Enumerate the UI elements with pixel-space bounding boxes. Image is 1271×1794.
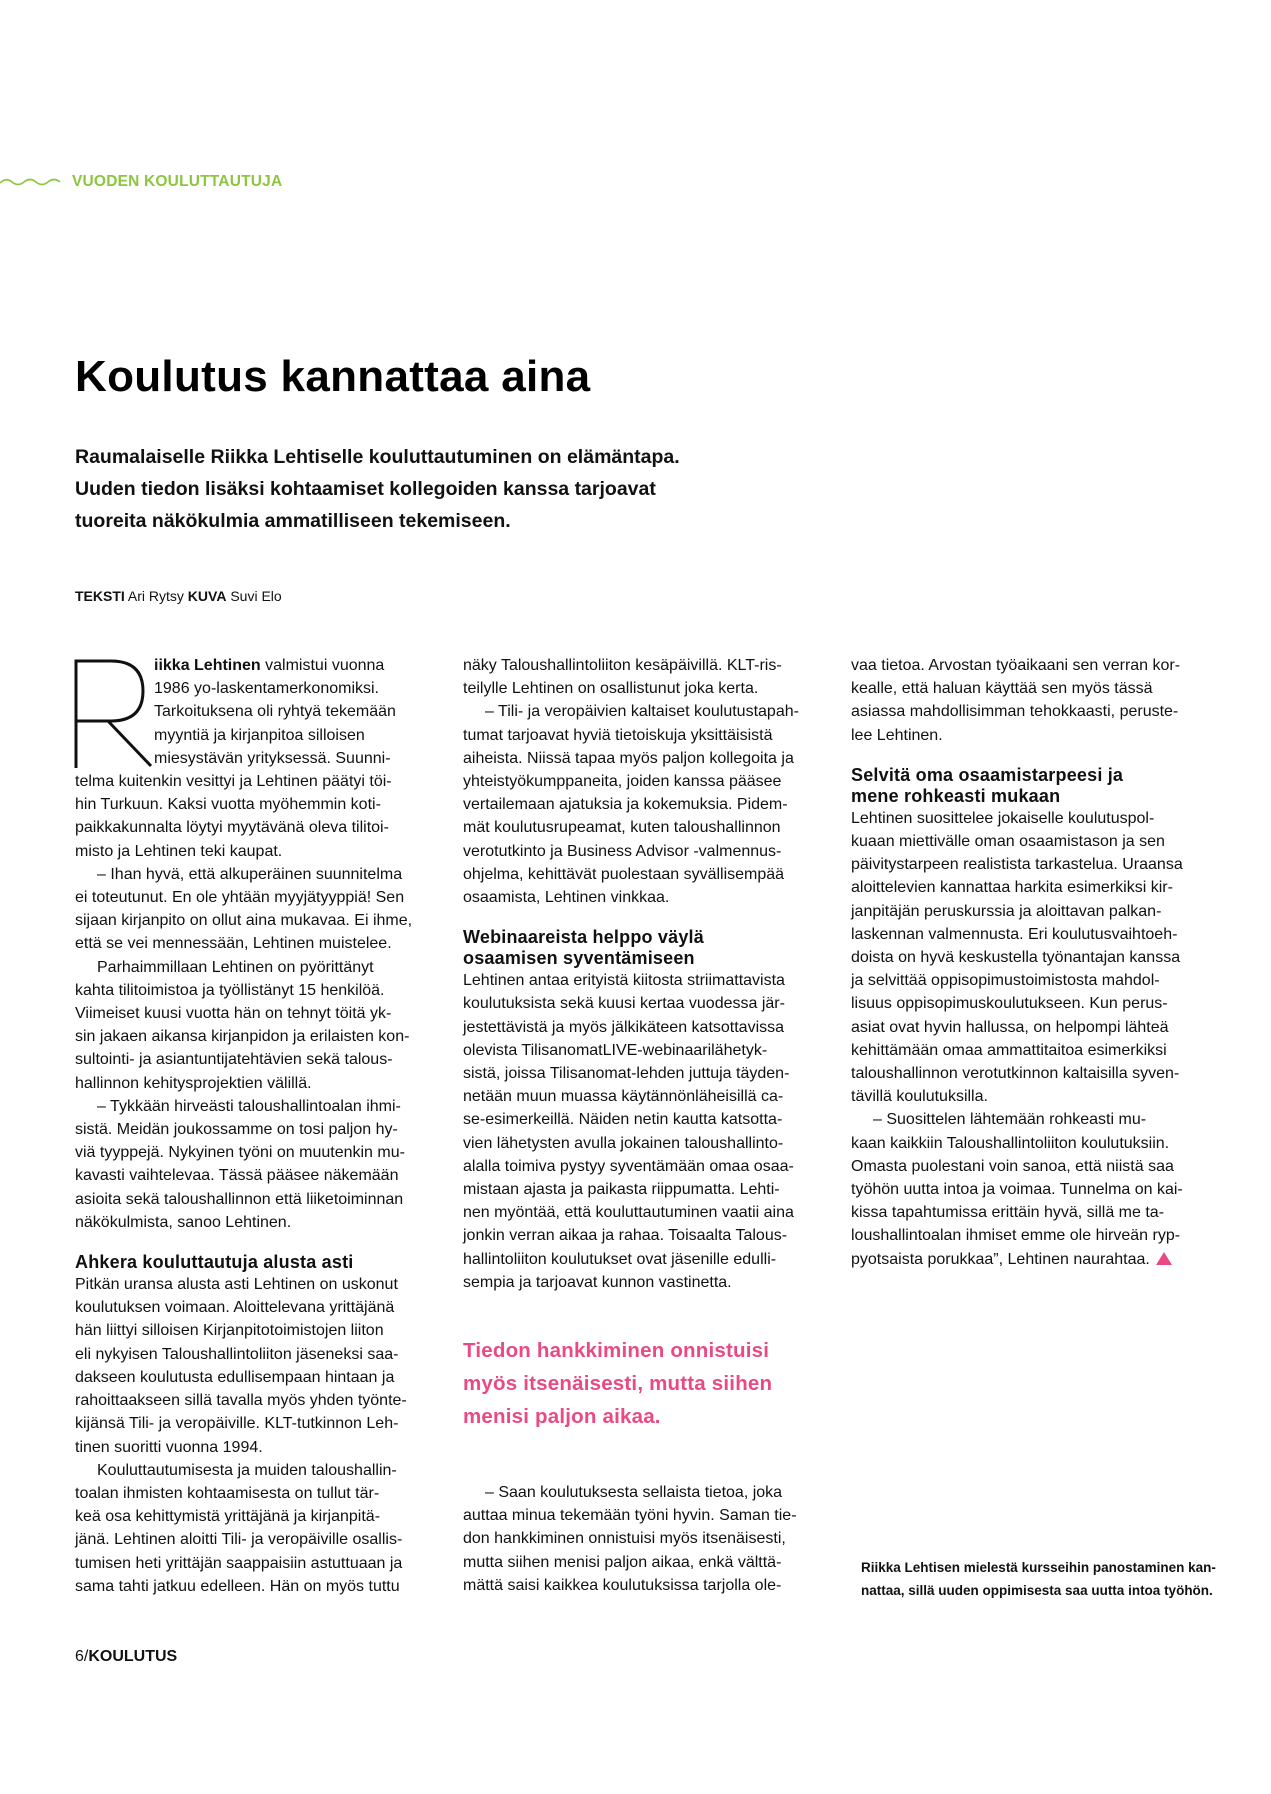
text-line: lee Lehtinen. xyxy=(851,726,943,744)
caption-line: nattaa, sillä uuden oppimisesta saa uutta intoa työhön. xyxy=(861,1583,1213,1598)
article-title: Koulutus kannattaa aina xyxy=(75,352,591,401)
text-line: että se vei mennessään, Lehtinen muistelee. xyxy=(75,935,392,953)
text-line: Tarkoituksena oli ryhtyä tekemään xyxy=(154,703,396,721)
byline-text-author: Ari Rytsy xyxy=(127,588,184,604)
text-line: sin jakaen aikansa kirjanpidon ja erilaisten kon- xyxy=(75,1028,410,1046)
text-line: teilylle Lehtinen on osallistunut joka kerta. xyxy=(463,680,759,698)
text-line: nen myöntää, että kouluttautuminen vaatii aina xyxy=(463,1204,794,1222)
text-line: osaamista, Lehtinen vinkkaa. xyxy=(463,889,670,907)
lead-line: Raumalaiselle Riikka Lehtiselle kouluttautuminen on elämäntapa. xyxy=(75,446,680,468)
text-line: verotutkinto ja Business Advisor -valmennus- xyxy=(463,842,782,860)
text-line: kaan kaikkiin Taloushallintoliiton koulutuksiin. xyxy=(851,1134,1170,1152)
text-line: kuaan miettivälle oman osaamistason ja sen xyxy=(851,833,1165,851)
column-3 xyxy=(851,654,1221,1271)
text-line: – Suosittelen lähtemään rohkeasti mu- xyxy=(873,1111,1147,1129)
text-line: kehittämään omaa ammattitaitoa esimerkiksi xyxy=(851,1041,1167,1059)
subheading-text: Ahkera kouluttautuja alusta asti xyxy=(75,1252,354,1273)
text-line: ei toteutunut. En ole yhtään myyjätyyppiä! Sen xyxy=(75,889,405,907)
text-line: ja selvittää oppisopimustoimistosta mahdol- xyxy=(851,972,1160,990)
text-line: laskennan valmennusta. Eri koulutusvaihtoeh- xyxy=(851,925,1178,943)
subheading xyxy=(851,765,1221,807)
text-line: mutta siihen menisi paljon aikaa, enkä välttä- xyxy=(463,1553,782,1571)
text-line: jänä. Lehtinen aloitti Tili- ja veropäiville osallis- xyxy=(75,1531,403,1549)
text-line: sama tahti jatkuu edelleen. Hän on myös tuttu xyxy=(75,1577,400,1595)
triangle-end-mark-icon xyxy=(1156,1252,1172,1265)
text-line: kissa tapahtumissa erittäin hyvä, sillä me ta- xyxy=(851,1204,1165,1222)
folio-section: KOULUTUS xyxy=(88,1648,178,1665)
page-folio xyxy=(75,1648,177,1666)
paragraph xyxy=(463,1481,833,1597)
paragraph xyxy=(75,956,445,1095)
paragraph xyxy=(75,1273,445,1459)
text-line: viä tyyppejä. Nykyinen työni on muutenkin mu- xyxy=(75,1144,405,1162)
byline-photo-author: Suvi Elo xyxy=(230,588,282,604)
text-line: – Saan koulutuksesta sellaista tietoa, joka xyxy=(485,1484,783,1502)
paragraph xyxy=(463,969,833,1294)
subheading xyxy=(75,1252,445,1273)
text-line: sistä, joissa Tilisanomat-lehden juttuja täyden- xyxy=(463,1065,790,1083)
section-tag xyxy=(0,170,282,194)
text-line: mättä saisi kaikkea koulutuksissa tarjolla ole- xyxy=(463,1576,782,1594)
text-line: – Ihan hyvä, että alkuperäinen suunnitelma xyxy=(97,865,403,883)
text-line: kijänsä Tili- ja veropäiville. KLT-tutkinnon Leh- xyxy=(75,1415,399,1433)
byline-text-label: TEKSTI xyxy=(75,588,125,604)
byline-photo-label: KUVA xyxy=(187,588,227,604)
text-line: Parhaimmillaan Lehtinen on pyörittänyt xyxy=(97,958,374,976)
text-line: Viimeiset kuusi vuotta hän on tehnyt töitä yk- xyxy=(75,1005,392,1023)
text-line: hallintoliiton koulutukset ovat jäsenille edulli- xyxy=(463,1250,777,1268)
byline xyxy=(75,588,282,604)
text-line: keä osa kehittymistä yrittäjänä ja kirjanpitä- xyxy=(75,1508,381,1526)
text-line: hallinnon kehitysprojektien välillä. xyxy=(75,1074,312,1092)
text-line: näkökulmista, sanoo Lehtinen. xyxy=(75,1213,292,1231)
text-line: rahoittaakseen sillä tavalla myös yhden työnte- xyxy=(75,1392,407,1410)
text-line: 1986 yo-laskentamerkonomiksi. xyxy=(154,680,379,698)
text-line: toalan ihmisten kohtaamisesta on tullut tär- xyxy=(75,1484,380,1502)
text-line: mät koulutusrupeamat, kuten taloushallinnon xyxy=(463,819,781,837)
paragraph xyxy=(75,1459,445,1598)
wave-icon xyxy=(0,176,66,188)
subheading-line: mene rohkeasti mukaan xyxy=(851,785,1061,806)
text-line: asiassa mahdollisimman tehokkaasti, peruste- xyxy=(851,703,1179,721)
text-line: tumat tarjoavat hyviä tietoiskuja yksittäisistä xyxy=(463,726,773,744)
text-line: tumisen heti yrittäjän saappaisiin astuttuaan ja xyxy=(75,1554,403,1572)
lead-name: iikka Lehtinen xyxy=(154,657,261,674)
page-number: 6/ xyxy=(75,1648,89,1665)
text-line: paikkakunnalta löytyi myytävänä oleva tilitoi- xyxy=(75,819,389,837)
text-line: aiheista. Niissä tapaa myös paljon kollegoita ja xyxy=(463,749,794,767)
column-1 xyxy=(75,654,445,1598)
text-line: vaa tietoa. Arvostan työaikaani sen verran kor- xyxy=(851,657,1181,674)
text-line: asiat ovat hyvin hallussa, on helpompi lähteä xyxy=(851,1018,1169,1036)
paragraph xyxy=(75,863,445,956)
text-line: myyntiä ja kirjanpitoa silloisen xyxy=(154,726,365,744)
text-line: ohjelma, kehittävät puolestaan syvällisempää xyxy=(463,865,785,883)
subheading-line: Selvitä oma osaamistarpeesi ja xyxy=(851,764,1124,785)
text-line: Lehtinen suosittelee jokaiselle koulutuspol- xyxy=(851,809,1155,827)
text-line xyxy=(851,1248,1221,1271)
text-line: auttaa minua tekemään työni hyvin. Saman tie- xyxy=(463,1507,797,1525)
text-line: tävillä koulutuksilla. xyxy=(851,1088,988,1106)
text-line: kahta tilitoimistoa ja työllistänyt 15 henkilöä. xyxy=(75,981,385,999)
text-line: sempia ja tarjoavat kunnon vastinetta. xyxy=(463,1273,732,1291)
text-line: kavasti vaihtelevaa. Tässä pääsee näkemään xyxy=(75,1167,399,1185)
subheading-line: osaamisen syventämiseen xyxy=(463,948,695,969)
subheading-line: Webinaareista helppo väylä xyxy=(463,927,704,948)
text-line: mistaan ajasta ja paikasta riippumatta. Lehti- xyxy=(463,1181,780,1199)
text-line: alalla toimiva pystyy syventämään omaa osaa- xyxy=(463,1157,794,1175)
article-lead xyxy=(75,441,715,537)
text-line: sultointi- ja asiantuntijatehtävien sekä talous- xyxy=(75,1051,393,1069)
text-line: – Tili- ja veropäivien kaltaiset koulutustapah- xyxy=(485,703,799,721)
text-line: aloittelevien kannattaa harkita esimerkiksi kir- xyxy=(851,879,1173,897)
section-label: VUODEN KOULUTTAUTUJA xyxy=(72,173,283,190)
text-line: jonkin verran aikaa ja rahaa. Toisaalta Talous- xyxy=(463,1227,788,1245)
pull-quote-line: menisi paljon aikaa. xyxy=(463,1405,661,1429)
subheading xyxy=(463,927,833,969)
text-line: vertailemaan ajatuksia ja kokemuksia. Pidem- xyxy=(463,796,788,814)
text-line: näky Taloushallintoliiton kesäpäivillä. KLT-ris- xyxy=(463,657,782,674)
pull-quote-line: Tiedon hankkiminen onnistuisi xyxy=(463,1339,770,1363)
text-line: sistä. Meidän joukossamme on tosi paljon hy- xyxy=(75,1121,398,1139)
paragraph xyxy=(851,1108,1221,1270)
column-2 xyxy=(463,654,833,1597)
text-line: Omasta puolestani voin sanoa, että niistä saa xyxy=(851,1157,1174,1175)
text-line: yhteistyökumppaneita, joiden kanssa pääsee xyxy=(463,773,782,791)
dropcap-r-icon xyxy=(73,658,153,768)
text-line: koulutuksista sekä kuusi kertaa vuodessa jär- xyxy=(463,995,785,1013)
text-line: don hankkiminen onnistuisi myös itsenäisesti, xyxy=(463,1530,786,1548)
text-line: janpitäjän peruskurssia ja aloittavan palkan- xyxy=(851,902,1162,920)
text-line: hän liittyi silloisen Kirjanpitotoimistojen liiton xyxy=(75,1322,384,1340)
text-line: eli nykyisen Taloushallintoliiton jäseneksi saa- xyxy=(75,1345,399,1363)
text-line: hin Turkuun. Kaksi vuotta myöhemmin koti- xyxy=(75,796,381,814)
photo-caption xyxy=(861,1556,1216,1602)
text-fragment: pyotsaista porukkaa”, Lehtinen naurahtaa. xyxy=(851,1250,1150,1268)
text-line: netään muun muassa käytännönläheisillä ca- xyxy=(463,1088,784,1106)
paragraph xyxy=(463,700,833,909)
text-line: loushallintoalan ihmiset emme ole hirveän ryp- xyxy=(851,1227,1181,1245)
text-line: koulutuksen voimaan. Aloittelevana yrittäjänä xyxy=(75,1299,395,1317)
text-line: asioita sekä taloushallinnon että liiketoiminnan xyxy=(75,1190,404,1208)
text-line: kealle, että haluan käyttää sen myös tässä xyxy=(851,680,1153,698)
text-line: telma kuitenkin vesittyi ja Lehtinen päätyi töi- xyxy=(75,773,392,791)
text-line: jestettävistä ja myös jälkikäteen katsottavissa xyxy=(463,1018,785,1036)
text-line: tinen suoritti vuonna 1994. xyxy=(75,1438,263,1456)
text-line: taloushallinnon verotutkinnon kaltaisilla syven- xyxy=(851,1065,1180,1083)
text-line: Kouluttautumisesta ja muiden taloushallin- xyxy=(97,1461,397,1479)
paragraph xyxy=(75,1095,445,1234)
text-fragment: valmistui vuonna xyxy=(260,657,385,674)
pull-quote-line: myös itsenäisesti, mutta siihen xyxy=(463,1372,773,1396)
text-line: Pitkän uransa alusta asti Lehtinen on uskonut xyxy=(75,1276,398,1294)
pull-quote xyxy=(463,1334,833,1433)
lead-line: tuoreita näkökulmia ammatilliseen tekemiseen. xyxy=(75,510,511,532)
text-line: Lehtinen antaa erityistä kiitosta striimattavista xyxy=(463,972,785,990)
text-line: miesystävän yrityksessä. Suunni- xyxy=(154,749,391,767)
text-line: lisuus oppisopimuskoulutukseen. Kun perus- xyxy=(851,995,1168,1013)
text-line: päivitystarpeen realistista tarkastelua. Uraansa xyxy=(851,856,1183,874)
text-line: sijaan kirjanpito on ollut aina mukavaa. Ei ihme, xyxy=(75,912,413,930)
text-line: – Tykkään hirveästi taloushallintoalan ihmi- xyxy=(97,1097,401,1115)
lead-line: Uuden tiedon lisäksi kohtaamiset kollegoiden kanssa tarjoavat xyxy=(75,478,656,500)
paragraph xyxy=(851,807,1221,1109)
text-line: se-esimerkeillä. Näiden netin kautta katsotta- xyxy=(463,1111,783,1129)
paragraph xyxy=(851,654,1221,747)
paragraph xyxy=(463,654,833,700)
text-line: työhön uutta intoa ja voimaa. Tunnelma on kai- xyxy=(851,1181,1183,1199)
text-line: misto ja Lehtinen teki kaupat. xyxy=(75,842,283,860)
text-line: olevista TilisanomatLIVE-webinaarilähetyk- xyxy=(463,1041,768,1059)
caption-line: Riikka Lehtisen mielestä kursseihin panostaminen kan- xyxy=(861,1560,1216,1575)
text-line: dakseen koulutusta edullisempaan hintaan ja xyxy=(75,1368,395,1386)
opening-paragraph xyxy=(75,654,445,863)
text-line: doista on hyvä keskustella työnantajan kanssa xyxy=(851,949,1181,967)
text-line: vien lähetysten avulla jokainen taloushallinto- xyxy=(463,1134,784,1152)
